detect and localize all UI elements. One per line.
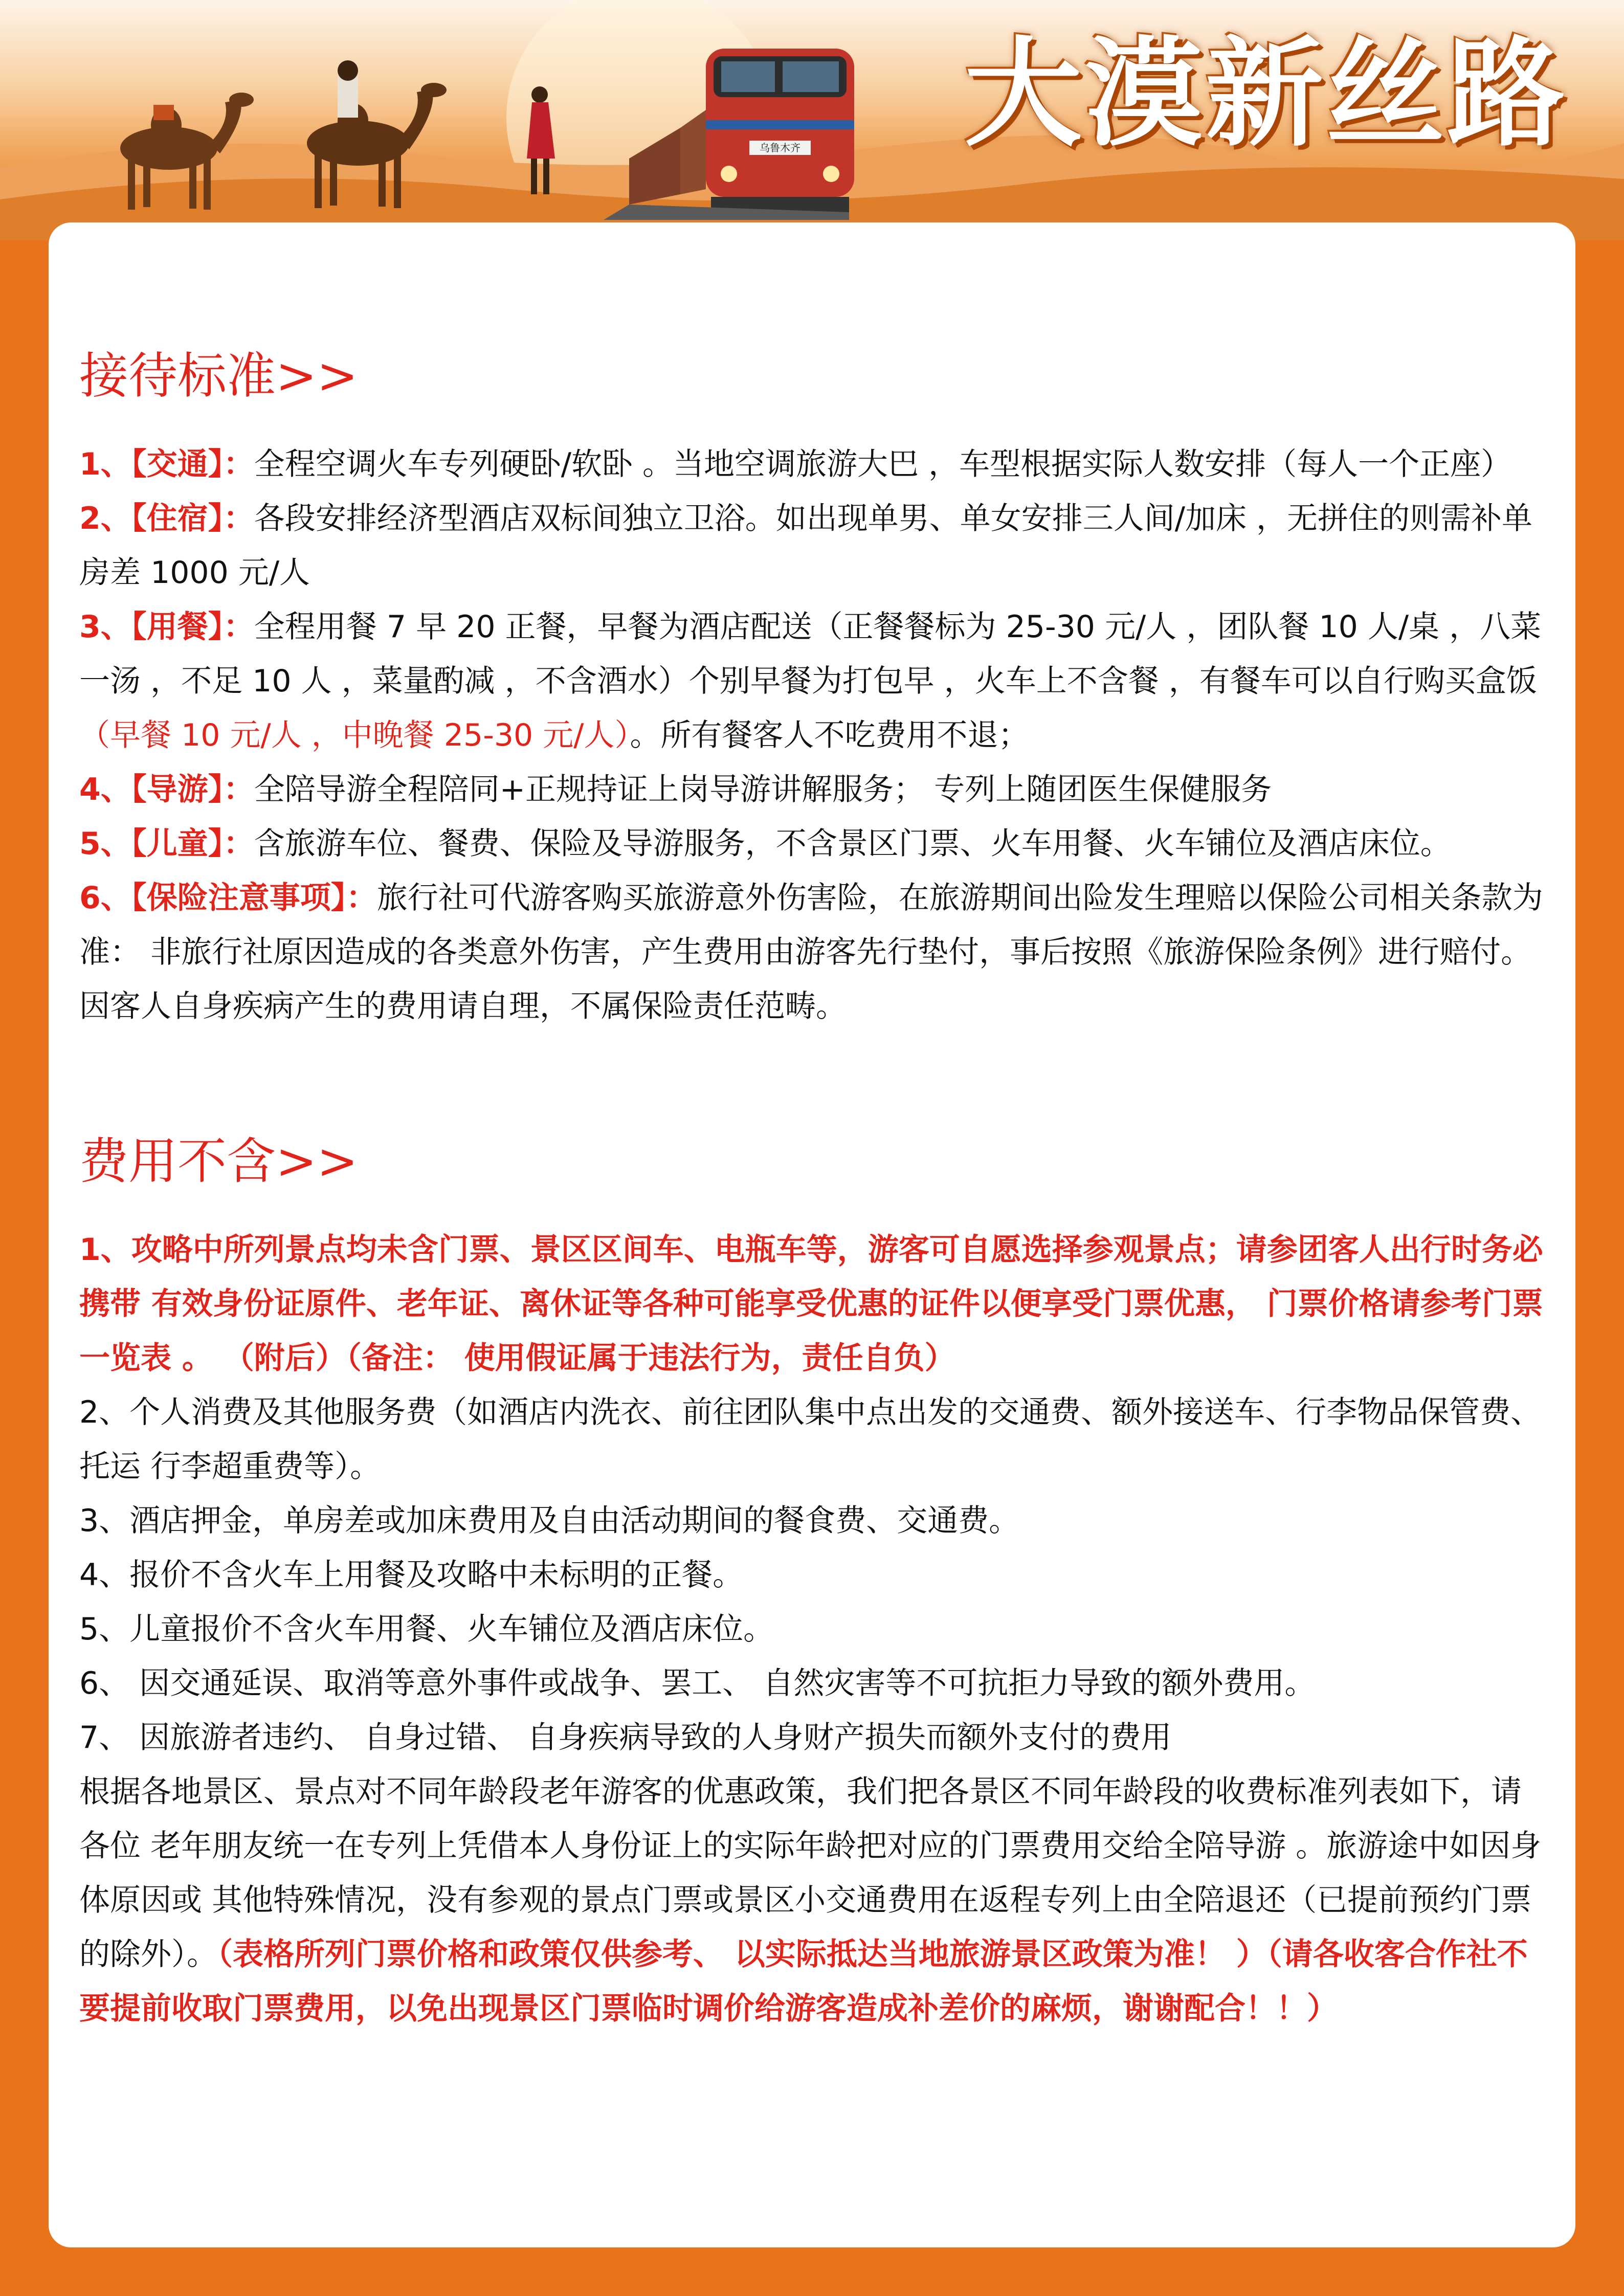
content-card [49,222,1575,2247]
section-heading-reception-standards: 接待标准>> [79,347,358,404]
list-item: 4、【导游】：全陪导游全程陪同+正规持证上岗导游讲解服务； 专列上随团医生保健服务 [79,772,1272,807]
banner-title: 大漠新丝路 [964,26,1568,163]
list-item: 2、个人消费及其他服务费（如酒店内洗衣、前往团队集中点出发的交通费、额外接送车、行李物品保管费、托运 行李超重费等）。 [79,1394,1542,1484]
header-banner [0,0,1624,240]
list-item: 6、【保险注意事项】：旅行社可代游客购买旅游意外伤害险，在旅游期间出险发生理赔以保险公司相关条款为准： 非旅行社原因造成的各类意外伤害，产生费用由游客先行垫付，事后按照《旅游保险条例》进行赔付。 因客人自身疾病产生的费用请自理，不属保险责任范畴。 [79,880,1543,1024]
section-heading-costs-excluded: 费用不含>> [79,1133,358,1190]
list-item: 5、儿童报价不含火车用餐、火车铺位及酒店床位。 [79,1611,774,1647]
list-item-highlight: 1、攻略中所列景点均未含门票、景区区间车、电瓶车等，游客可自愿选择参观景点；请参团客人出行时务必携带 有效身份证原件、老年证、离休证等各种可能享受优惠的证件以便享受门票优惠， 门票价格请参考门票一览表 。 （附后）（备注： 使用假证属于违法行为，责任自负） [79,1232,1543,1376]
senior-discount-note: 根据各地景区、景点对不同年龄段老年游客的优惠政策，我们把各景区不同年龄段的收费标准列表如下，请各位 老年朋友统一在专列上凭借本人身份证上的实际年龄把对应的门票费用交给全陪导游 。旅游途中如因身体原因或 其他特殊情况，没有参观的景点门票或景区小交通费用在返程专列上由全陪退还（已提前预约门票的除外）。（表格所列门票价格和政策仅供参考、 以实际抵达当地旅游景区政策为准！ ）（请各收客合作社不要提前收取门票费用，以免出现景区门票临时调价给游客造成补差价的麻烦，谢谢配合！！） [79,1774,1542,2027]
list-item: 3、【用餐】：全程用餐 7 早 20 正餐，早餐为酒店配送（正餐餐标为 25-30 元/人 ，团队餐 10 人/桌 ，八菜一汤 ，不足 10 人 ，菜量酌减 ，不含酒水）个别早餐为打包早 ，火车上不含餐 ，有餐车可以自行购买盒饭（早餐 10 元/人 ，中晚餐 25-30 元/人）。所有餐客人不吃费用不退； [79,609,1542,753]
list-item: 7、 因旅游者违约、 自身过错、 自身疾病导致的人身财产损失而额外支付的费用 [79,1720,1172,1755]
list-item: 5、【儿童】：含旅游车位、餐费、保险及导游服务，不含景区门票、火车用餐、火车铺位及酒店床位。 [79,826,1451,862]
list-item: 1、【交通】：全程空调火车专列硬卧/软卧 。当地空调旅游大巴 ，车型根据实际人数安排（每人一个正座） [79,446,1512,482]
list-item: 2、【住宿】：各段安排经济型酒店双标间独立卫浴。如出现单男、单女安排三人间/加床 ，无拼住的则需补单房差 1000 元/人 [79,501,1533,591]
list-item: 6、 因交通延误、取消等意外事件或战争、罢工、 自然灾害等不可抗拒力导致的额外费用。 [79,1665,1316,1701]
train-number-plate: 乌鲁木齐 [760,142,800,154]
list-item: 3、酒店押金，单房差或加床费用及自由活动期间的餐食费、交通费。 [79,1503,1020,1539]
list-item: 4、报价不含火车上用餐及攻略中未标明的正餐。 [79,1557,744,1593]
